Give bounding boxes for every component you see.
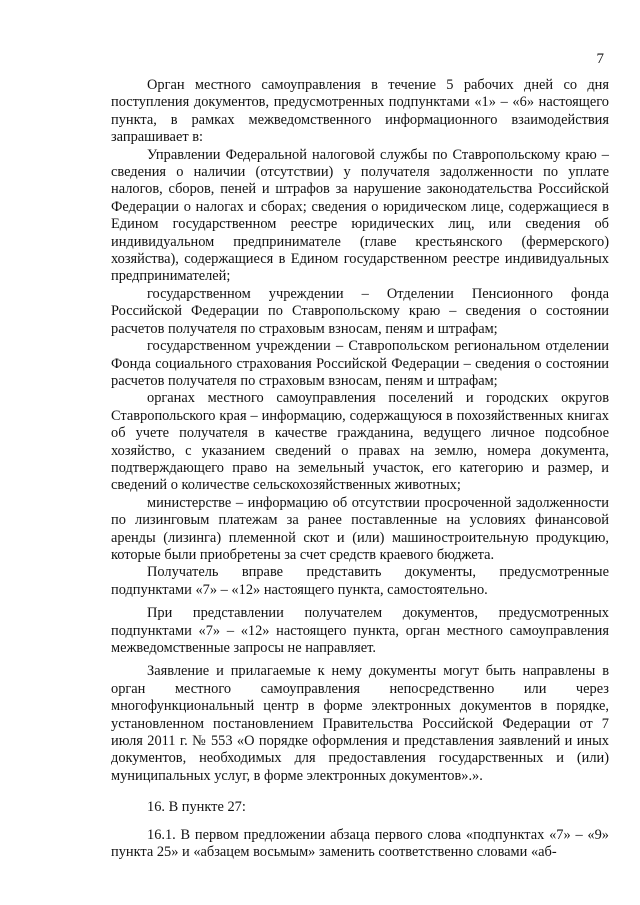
paragraph-item-16-1: 16.1. В первом предложении абзаца первого слова «подпунктах «7» – «9» пункта 25» и «абзацем восьмым» заменить соответственно словами «аб- <box>111 826 609 861</box>
paragraph-interagency-request: Орган местного самоуправления в течение 5 рабочих дней со дня поступления документов, предусмотренных подпунктами «1» – «6» настоящего пункта, в рамках межведомственного информационного взаимодействия запрашивает в: <box>111 77 609 146</box>
paragraph-ministry-leasing: министерстве – информацию об отсутствии просроченной задолженности по лизинговым платежам за ранее поставленные на условиях финансовой аренды (лизинга) племенной скот и (или) машиностроительную продукцию, которые были приобретены за счет средств краевого бюджета. <box>111 494 609 563</box>
paragraph-local-government: органах местного самоуправления поселений и городских округов Ставропольского края – информацию, содержащуюся в похозяйственных книгах об учете получателя в качестве гражданина, ведущего личное подсобное хозяйство, с указанием сведений о правах на землю, номера документа, подтверждающего право на земельный участок, его категорию и размер, и сведений о количестве сельскохозяйственных животных; <box>111 390 609 494</box>
paragraph-tax-service: Управлении Федеральной налоговой службы по Ставропольскому краю – сведения о наличии (отсутствии) у получателя задолженности по уплате налогов, сборов, пеней и штрафов за нарушение законодательства Российской Федерации о налогах и сборах; сведения о юридическом лице, содержащиеся в Едином государственном реестре юридических лиц, или сведения об индивидуальном предпринимателе (главе крестьянского (фермерского) хозяйства), содержащиеся в Едином государственном реестре индивидуальных предпринимателей; <box>111 146 609 285</box>
paragraph-electronic-documents: Заявление и прилагаемые к нему документы могут быть направлены в орган местного самоуправления непосредственно или через многофункциональный центр в форме электронных документов в порядке, установленном постановлением Правительства Российской Федерации от 7 июля 2011 г. № 553 «О порядке оформления и представления заявлений и иных документов, необходимых для предоставления государственных и (или) муниципальных услуг, в форме электронных документов».». <box>111 663 609 784</box>
paragraph-item-16: 16. В пункте 27: <box>147 799 246 816</box>
paragraph-no-requests: При представлении получателем документов, предусмотренных подпунктами «7» – «12» настоящего пункта, орган местного самоуправления межведомственные запросы не направляет. <box>111 605 609 656</box>
document-body <box>111 77 609 861</box>
page-number: 7 <box>596 51 604 67</box>
paragraph-self-submission: Получатель вправе представить документы, предусмотренные подпунктами «7» – «12» настоящего пункта, самостоятельно. <box>111 564 609 598</box>
paragraph-social-insurance: государственном учреждении – Ставропольском региональном отделении Фонда социального страхования Российской Федерации – сведения о состоянии расчетов получателя по страховым взносам, пеням и штрафам; <box>111 338 609 389</box>
paragraph-pension-fund: государственном учреждении – Отделении Пенсионного фонда Российской Федерации по Ставропольскому краю – сведения о состоянии расчетов получателя по страховым взносам, пеням и штрафам; <box>111 285 609 337</box>
